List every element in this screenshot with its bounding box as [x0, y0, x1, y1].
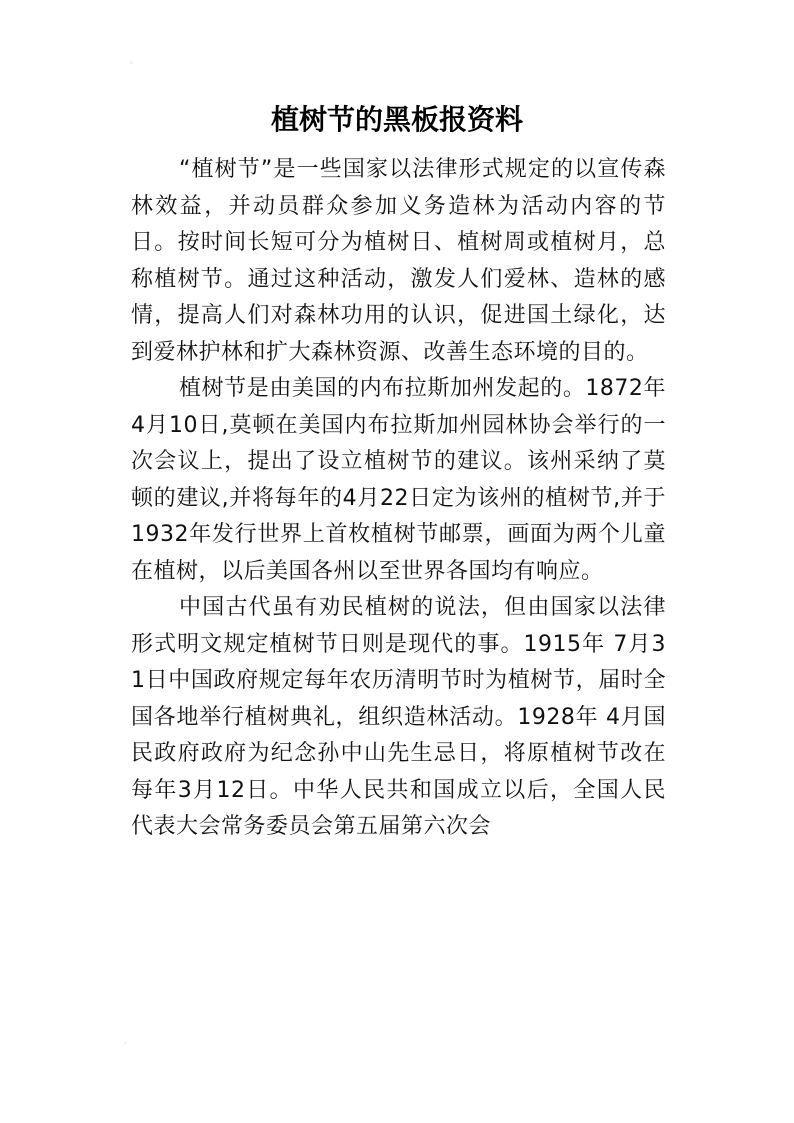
scan-speck-icon: ⸒ — [124, 1035, 127, 1045]
document-title: 植树节的黑板报资料 — [270, 103, 523, 136]
paragraph-2: 植树节是由美国的内布拉斯加州发起的。1872年4月10日,莫顿在美国内布拉斯加州园林协会举行的一次会议上，提出了设立植树节的建议。该州采纳了莫顿的建议,并将每年的4月22日定为该州的植树节,并于1932年发行世界上首枚植树节邮票，画面为两个儿童在植树，以后美国各州以至世界各国均有响应。 — [131, 376, 666, 584]
document-body — [131, 152, 666, 846]
paragraph-3: 中国古代虽有劝民植树的说法，但由国家以法律形式明文规定植树节日则是现代的事。1915年 7月31日中国政府规定每年农历清明节时为植树节，届时全国各地举行植树典礼，组织造林活动。1928年 4月国民政府政府为纪念孙中山先生忌日，将原植树节改在每年3月12日。中华人民共和国成立以后，全国人民代表大会常务委员会第五届第六次会 — [131, 595, 666, 839]
paragraph-1: “植树节”是一些国家以法律形式规定的以宣传森林效益，并动员群众参加义务造林为活动内容的节日。按时间长短可分为植树日、植树周或植树月，总称植树节。通过这种活动，激发人们爱林、造林的感情，提高人们对森林功用的认识，促进国土绿化，达到爱林护林和扩大森林资源、改善生态环境的目的。 — [131, 157, 666, 365]
corner-mark-icon: ◦ — [129, 59, 135, 69]
